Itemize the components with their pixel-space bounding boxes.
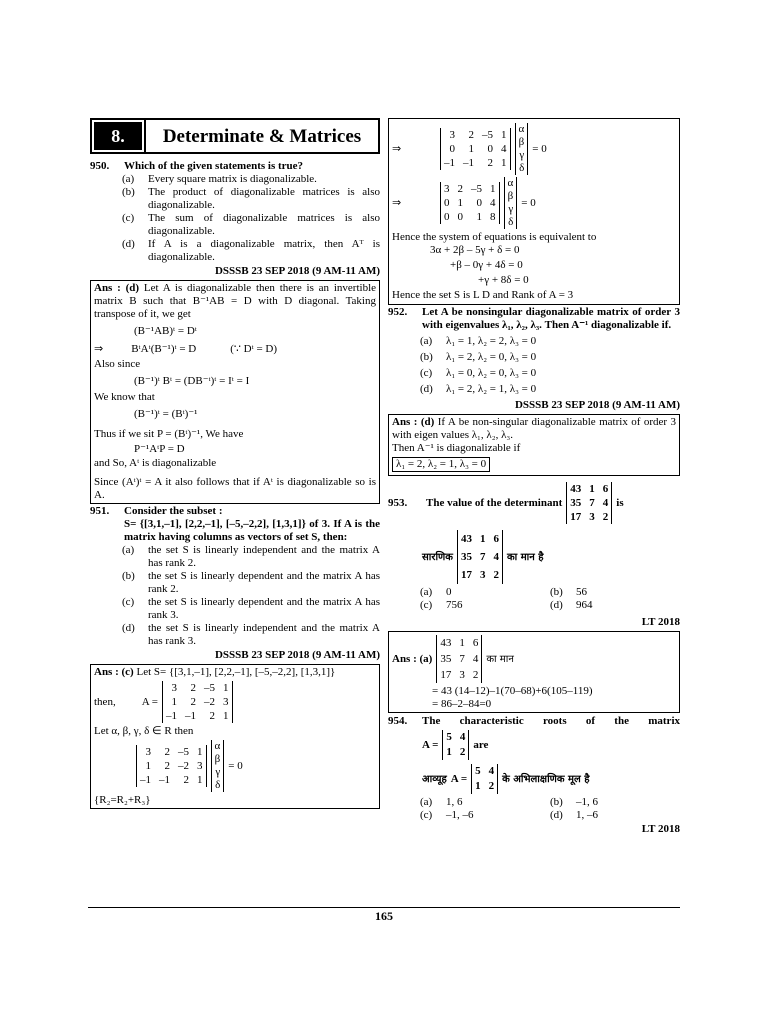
right-column [388, 118, 680, 836]
question-matrix: A = 5 4 1 2 are [422, 731, 489, 758]
matrix-A: 3 2 –5 1 1 2 –2 3 –1 –1 2 1 [162, 681, 233, 723]
question-hindi: सारणिक 43 1 6 35 7 4 17 3 2 का मान है [388, 530, 680, 584]
answer-text: Let A is diagonalizable then there is an invertible matrix B such that B⁻¹AB = D with D diagonal. Taking transpose of it, we get [94, 282, 377, 320]
option: (d) 964 [550, 599, 593, 611]
option: (c) 756 [420, 599, 463, 611]
equation: = 43 (14–12)–1(70–68)+6(105–119) [432, 685, 593, 697]
equation: (B⁻¹)ᵗ Bᵗ = (DB⁻ᵗ)ᵗ = Iᵗ = I [134, 374, 250, 387]
options-grid [388, 796, 680, 822]
vector: α β γ δ [515, 123, 529, 175]
text-line: Since (Aᵗ)ᵗ = A it also follows that if Aᵗ is diagonalizable so is A. [94, 476, 376, 501]
source-tag: LT 2018 [641, 616, 680, 628]
source-tag: DSSSB 23 SEP 2018 (9 AM-11 AM) [514, 399, 680, 411]
question-953 [388, 482, 680, 713]
chapter-title: Determinate & Matrices [144, 120, 378, 152]
option: (c) The sum of diagonalizable matrices is also diagonalizable. [122, 212, 380, 237]
text-line: Also since [94, 358, 141, 370]
question-number: 950. [90, 160, 110, 172]
option: (d) the set S is linearly independent and the matrix A has rank 3. [122, 622, 380, 647]
option: (b) the set S is linearly dependent and the matrix A has rank 2. [122, 570, 380, 595]
option: (c) –1, –6 [420, 809, 474, 821]
equation: 3α + 2β – 5γ + δ = 0 [430, 244, 520, 256]
text-line: and So, Aᵗ is diagonalizable [94, 457, 217, 469]
footer-rule [88, 907, 680, 908]
matrix-row: then, A = 3 2 –5 1 1 2 –2 3 –1 –1 2 1 [94, 681, 376, 723]
matrix-equation: 3 2 –5 1 1 2 –2 3 –1 –1 2 1 α β γ δ = 0 [94, 740, 376, 792]
answer-box [388, 631, 680, 713]
chapter-number: 8. [92, 120, 144, 152]
option: (a) the set S is linearly independent and the matrix A has rank 2. [122, 544, 380, 569]
option: (c) the set S is linearly dependent and the matrix A has rank 3. [122, 596, 380, 621]
question-hindi: आव्यूह A = 5 4 1 2 के अभिलाक्षणिक मूल है [422, 765, 590, 792]
question-text: Which of the given statements is true? [124, 160, 304, 172]
source-tag: DSSSB 23 SEP 2018 (9 AM-11 AM) [214, 649, 380, 661]
chapter-header [90, 118, 380, 154]
option: (b) 56 [550, 586, 587, 598]
row-operation: {R₂=R₂+R₃} [94, 794, 151, 806]
answer-box: Ans : (c) Let S= {[3,1,–1], [2,2,–1], [–5,–2,2], [1,3,1]} then, A = 3 2 –5 1 1 2 –2 3 –1 –1 2 1 Let α, β, γ, δ ∈ R then 3 2 –5 1 1 2 –2 3 –1 –1 2 1 α β γ δ = 0 {R₂=R₂+R₃} [90, 664, 380, 809]
question-951: 951. Consider the subset : S= {[3,1,–1], [2,2,–1], [–5,–2,2], [1,3,1]} of 3. If A is the matrix having columns as vectors of set S, then: (a) the set S is linearly independent and the matrix A has rank 2. (b) the set S is linearly dependent and the matrix A has rank 2. (c) the set S is linearly dependent and the matrix A has rank 3. (d) the set S is linearly independent and the matrix A has rank 3. DSSSB 23 SEP 2018 (9 AM-11 AM) Ans : (c) Let S= {[3,1,–1], [2,2,–1], [–5,–2,2], [1,3,1]} then, A = 3 2 –5 1 1 2 –2 3 –1 –1 2 1 Let α, β, γ, δ ∈ R then 3 2 –5 1 1 2 –2 3 –1 –1 2 1 α β γ δ = 0 {R₂=R₂+R₃} [90, 505, 380, 809]
vector: α β γ δ [211, 740, 225, 792]
option: (a) 0 [420, 586, 452, 598]
matrix-A: 3 2 –5 1 1 2 –2 3 –1 –1 2 1 [136, 745, 207, 787]
matrix: 3 2 –5 1 0 1 0 4 –1 –1 2 1 [440, 128, 511, 170]
matrix-equation: ⇒ 3 2 –5 1 0 1 0 4 –1 –1 2 1 α β γ δ = 0 [392, 123, 547, 174]
answer-box [90, 280, 380, 504]
equation-row: ⇒ BᵗAᵗ(B⁻¹)ᵗ = D (∵ Dᵗ = D) [94, 343, 278, 355]
equation: +β – 0γ + 4δ = 0 [450, 259, 523, 271]
determinant: 43 1 6 35 7 4 17 3 2 [436, 635, 482, 683]
option: (a) λ₁ = 1, λ₂ = 2, λ₃ = 0 [420, 335, 537, 347]
page-number: 165 [375, 909, 393, 923]
matrix-equation: ⇒ 3 2 –5 1 0 1 0 4 0 0 1 8 α β γ δ = 0 [392, 177, 536, 228]
matrix: 5 4 1 2 [471, 764, 498, 794]
question-952: 952. Let A be nonsingular diagonalizable matrix of order 3 with eigenvalues λ₁, λ₂, λ₃. Then A⁻¹ diagonalizable if. (a) λ₁ = 1, λ₂ = 2, λ₃ = 0 (b) λ₁ = 2, λ₂ = 0, λ₃ = 0 (c) λ₁ = 0, λ₂ = 0, λ₃ = 0 (d) λ₁ = 2, λ₂ = 1, λ₃ = 0 DSSSB 23 SEP 2018 (9 AM-11 AM) Ans : (d) If A be non-singular diagonalizable matrix of order 3 with eigen values λ₁, λ₂, λ₃. Then A⁻¹ is diagonalizable if λ₁ = 2, λ₂ = 1, λ₃ = 0 [388, 306, 680, 476]
option: (b) λ₁ = 2, λ₂ = 0, λ₃ = 0 [420, 351, 537, 363]
equation: (B⁻¹)ᵗ = (Bᵗ)⁻¹ [134, 407, 198, 420]
matrix: 5 4 1 2 [442, 730, 469, 760]
text-line: Then A⁻¹ is diagonalizable if [392, 442, 521, 454]
left-column [90, 118, 380, 809]
question-954: 954. The characteristic roots of the matrix A = 5 4 1 2 are आव्यूह A = 5 4 1 2 के अभिलाक्षणिक मूल है (a) 1, 6 (b) –1, 6 (c) –1, –6 (d) 1, –6 LT 2018 [388, 715, 680, 835]
option: (b) The product of diagonalizable matrices is also diagonalizable. [122, 186, 380, 211]
option: (a) Every square matrix is diagonalizable. [122, 173, 317, 185]
source-tag: LT 2018 [641, 823, 680, 835]
question-line: 953. The value of the determinant 43 1 6 35 7 4 17 3 2 is [388, 483, 624, 523]
equation: +γ + 8δ = 0 [478, 274, 529, 286]
question-text: S= {[3,1,–1], [2,2,–1], [–5,–2,2], [1,3,1]} of 3. If A is the matrix having columns as vectors of set S, then: [124, 518, 380, 543]
answer-continuation [388, 118, 680, 305]
option: (c) λ₁ = 0, λ₂ = 0, λ₃ = 0 [420, 367, 537, 379]
text-line: Let α, β, γ, δ ∈ R then [94, 725, 194, 737]
boxed-answer: λ₁ = 2, λ₂ = 1, λ₃ = 0 [392, 457, 490, 472]
text-line: Thus if we sit P = (Bᵗ)⁻¹, We have [94, 428, 244, 440]
determinant: 43 1 6 35 7 4 17 3 2 [566, 482, 612, 524]
source-tag: DSSSB 23 SEP 2018 (9 AM-11 AM) [214, 265, 380, 277]
option: (d) λ₁ = 2, λ₂ = 1, λ₃ = 0 [420, 383, 537, 395]
options-grid [388, 586, 680, 612]
equation: (B⁻¹AB)ᵗ = Dᵗ [134, 324, 197, 337]
option: (a) 1, 6 [420, 796, 463, 808]
matrix: 3 2 –5 1 0 1 0 4 0 0 1 8 [440, 182, 500, 224]
option: (d) 1, –6 [550, 809, 598, 821]
answer-box: Ans : (d) If A be non-singular diagonalizable matrix of order 3 with eigen values λ₁, λ₂, λ₃. Then A⁻¹ is diagonalizable if λ₁ = 2, λ₂ = 1, λ₃ = 0 [388, 414, 680, 476]
text-line: We know that [94, 391, 155, 403]
option: (b) –1, 6 [550, 796, 598, 808]
text-line: Hence the set S is L D and Rank of A = 3 [392, 289, 574, 301]
answer-lead: Ans : (d) [94, 282, 140, 294]
text-line: Hence the system of equations is equivalent to [392, 231, 597, 243]
equation: = 86–2–84=0 [432, 698, 492, 710]
answer-line: Ans : (a) 43 1 6 35 7 4 17 3 2 का मान [392, 637, 514, 681]
option: (d) If A is a diagonalizable matrix, then Aᵀ is diagonalizable. [122, 238, 380, 263]
equation: P⁻¹AᵗP = D [134, 442, 185, 455]
question-950 [90, 160, 380, 504]
determinant: 43 1 6 35 7 4 17 3 2 [457, 530, 503, 584]
vector: α β γ δ [504, 177, 518, 229]
